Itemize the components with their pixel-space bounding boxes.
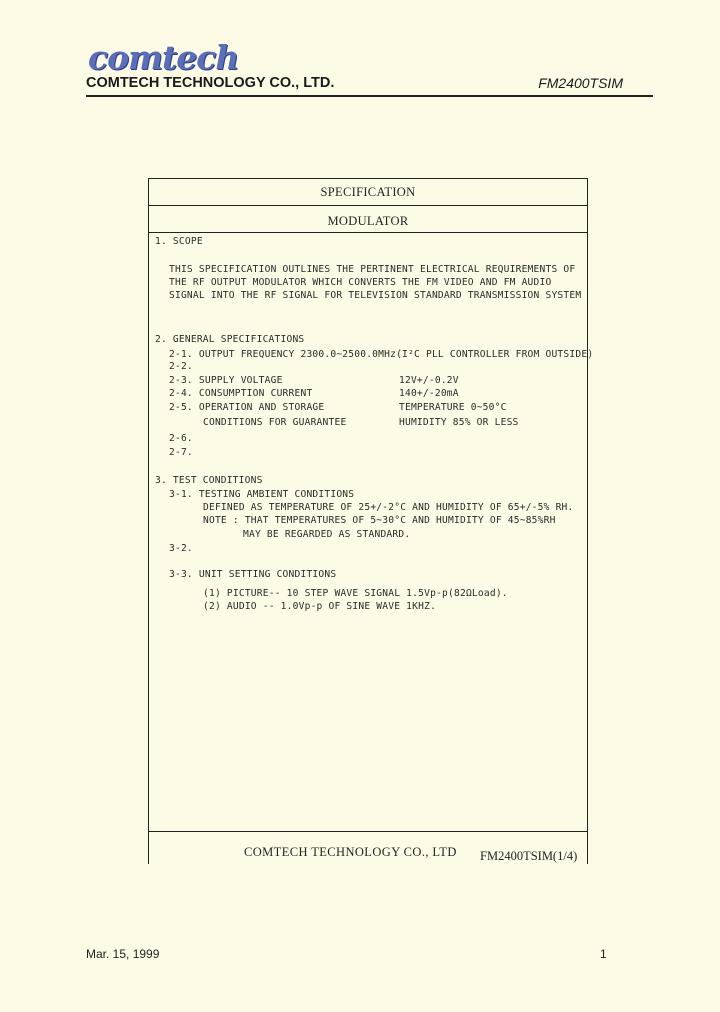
sheet-footer-doc-number: FM2400TSIM(1/4) [480, 849, 578, 863]
page-number: 1 [600, 947, 607, 961]
document-number: FM2400TSIM [538, 75, 623, 91]
footer-divider [149, 831, 587, 832]
comtech-logo: comtech [88, 38, 239, 77]
section-test-heading: 3. TEST CONDITIONS [155, 475, 263, 486]
scope-text-line: SIGNAL INTO THE RF SIGNAL FOR TELEVISION STANDARD TRANSMISSION SYSTEM [169, 290, 582, 301]
ambient-definition: DEFINED AS TEMPERATURE OF 25+/-2°C AND HUMIDITY OF 65+/-5% RH. [203, 502, 574, 513]
consumption-current-value: 140+/-20mA [399, 388, 459, 399]
subtitle-divider [149, 232, 587, 233]
spec-subtitle: MODULATOR [327, 214, 409, 228]
spec-item-output-frequency: 2-1. OUTPUT FREQUENCY 2300.0~2500.0MHz(I²C PLL CONTROLLER FROM OUTSIDE) [169, 349, 594, 360]
title-divider [149, 205, 587, 206]
spec-item-2-2: 2-2. [169, 361, 193, 372]
spec-title: SPECIFICATION [320, 185, 416, 199]
header-divider [86, 95, 653, 97]
specification-sheet [148, 178, 594, 864]
company-name: COMTECH TECHNOLOGY CO., LTD. [86, 75, 335, 91]
section-general-heading: 2. GENERAL SPECIFICATIONS [155, 334, 305, 345]
unit-setting-audio: (2) AUDIO -- 1.0Vp-p OF SINE WAVE 1KHZ. [203, 601, 437, 612]
ambient-note-continued: MAY BE REGARDED AS STANDARD. [243, 529, 411, 540]
scope-text-line: THE RF OUTPUT MODULATOR WHICH CONVERTS THE FM VIDEO AND FM AUDIO [169, 277, 552, 288]
humidity-value: HUMIDITY 85% OR LESS [399, 417, 519, 428]
spec-item-consumption-current: 2-4. CONSUMPTION CURRENT [169, 388, 313, 399]
test-item-unit-setting: 3-3. UNIT SETTING CONDITIONS [169, 569, 337, 580]
spec-item-supply-voltage: 2-3. SUPPLY VOLTAGE [169, 375, 283, 386]
section-scope-heading: 1. SCOPE [155, 236, 203, 247]
spec-item-operation-storage: 2-5. OPERATION AND STORAGE [169, 402, 325, 413]
scope-text-line: THIS SPECIFICATION OUTLINES THE PERTINENT ELECTRICAL REQUIREMENTS OF [169, 264, 576, 275]
sheet-footer-company: COMTECH TECHNOLOGY CO., LTD [244, 845, 457, 859]
conditions-for-guarantee: CONDITIONS FOR GUARANTEE [203, 417, 347, 428]
unit-setting-picture: (1) PICTURE-- 10 STEP WAVE SIGNAL 1.5Vp-p(82ΩLoad). [203, 588, 508, 599]
test-item-ambient: 3-1. TESTING AMBIENT CONDITIONS [169, 489, 355, 500]
test-item-3-2: 3-2. [169, 543, 193, 554]
spec-item-2-6: 2-6. [169, 433, 193, 444]
ambient-note: NOTE : THAT TEMPERATURES OF 5~30°C AND HUMIDITY OF 45~85%RH [203, 515, 556, 526]
page-date: Mar. 15, 1999 [86, 947, 160, 961]
spec-item-2-7: 2-7. [169, 447, 193, 458]
supply-voltage-value: 12V+/-0.2V [399, 375, 459, 386]
temperature-value: TEMPERATURE 0~50°C [399, 402, 507, 413]
